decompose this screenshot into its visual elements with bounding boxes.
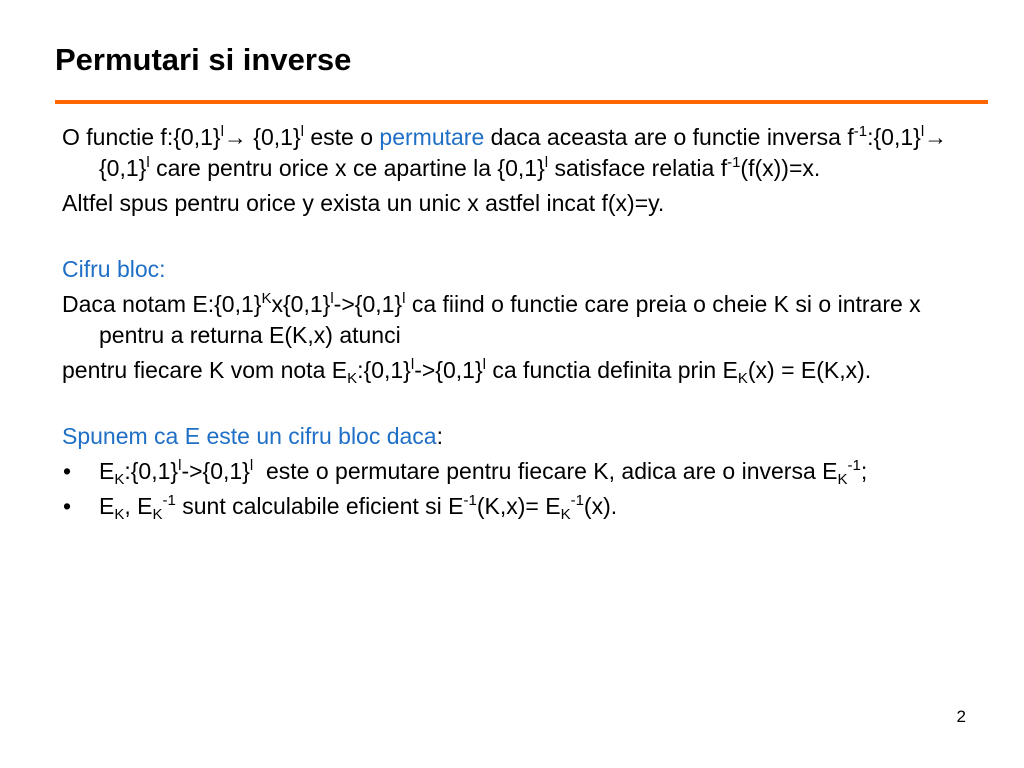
subscript: K (737, 370, 748, 387)
superscript: l (178, 457, 182, 474)
subscript: K (560, 506, 571, 523)
superscript: l (220, 123, 224, 140)
superscript: -1 (727, 154, 741, 171)
text-run: :{0,1} (357, 357, 411, 383)
text-run: : (436, 423, 443, 449)
text-run: este o (303, 124, 380, 150)
superscript: l (920, 123, 925, 140)
superscript: -1 (463, 492, 477, 509)
superscript: l (482, 356, 486, 373)
permutare-highlight: permutare (379, 124, 485, 150)
text-run: (f(x))=x. (740, 155, 821, 181)
subscript: K (114, 506, 125, 523)
text-run: ->{0,1} (333, 291, 403, 317)
text-run: E (99, 493, 115, 519)
superscript: -1 (853, 123, 868, 140)
list-item (62, 491, 974, 522)
text-run: ->{0,1} (414, 357, 483, 383)
text-run: (x). (583, 493, 618, 519)
text-run: :{0,1} (867, 124, 921, 150)
text-run: x{0,1} (271, 291, 331, 317)
permutation-definition-paragraph (62, 122, 974, 184)
subscript: K (114, 471, 125, 488)
bullet-icon: • (63, 458, 72, 484)
daca-notam-paragraph (62, 289, 974, 351)
text-run: ca fiind o functie care preia o cheie K si o intrare x pentru a returna E(K,x) atunci (99, 291, 921, 348)
text-run: ca functia definita prin E (485, 357, 738, 383)
slide-title: Permutari si inverse (55, 42, 352, 77)
text-run: , E (124, 493, 153, 519)
subscript: K (347, 370, 358, 387)
spunem-heading (62, 421, 974, 452)
text-run: sunt calculabile eficient si E (175, 493, 464, 519)
text-run: (x) = E(K,x). (747, 357, 872, 383)
spacer (62, 223, 974, 254)
slide-body (62, 122, 974, 526)
superscript: l (146, 154, 150, 171)
superscript: l (300, 123, 304, 140)
text-run: satisface relatia f (548, 155, 728, 181)
text-run: care pentru orice x ce apartine la {0,1} (149, 155, 545, 181)
pentru-fiecare-paragraph (62, 355, 974, 386)
superscript: l (330, 290, 334, 307)
text-run: pentru fiecare K vom nota E (62, 357, 348, 383)
list-item (62, 456, 974, 487)
subscript: K (837, 471, 848, 488)
cifru-bloc-heading: Cifru bloc: (62, 256, 166, 282)
superscript: l (249, 457, 254, 474)
spunem-heading-blue: Spunem ca E este un cifru bloc daca (62, 423, 437, 449)
subscript: K (152, 506, 163, 523)
superscript: l (402, 290, 406, 307)
page-number: 2 (956, 707, 966, 726)
superscript: -1 (847, 457, 861, 474)
superscript: l (544, 154, 549, 171)
text-run: daca aceasta are o functie inversa f (484, 124, 854, 150)
text-run: → {0,1} (99, 124, 948, 181)
text-run: :{0,1} (124, 458, 179, 484)
superscript: l (410, 356, 415, 373)
text-run: O functie f:{0,1} (62, 124, 221, 150)
superscript: -1 (162, 492, 176, 509)
text-run: Daca notam E:{0,1} (62, 291, 262, 317)
text-run: ; (860, 458, 868, 484)
spacer (62, 390, 974, 421)
text-run: → {0,1} (223, 124, 301, 150)
superscript: -1 (570, 492, 584, 509)
text-run: E (99, 458, 115, 484)
bullet-icon: • (63, 493, 72, 519)
text-run: ->{0,1} (181, 458, 250, 484)
altfel-spus-paragraph: Altfel spus pentru orice y exista un unic x astfel incat f(x)=y. (62, 190, 665, 216)
text-run: este o permutare pentru fiecare K, adica are o inversa E (253, 458, 838, 484)
title-underline-rule (55, 100, 988, 104)
superscript: K (261, 290, 272, 307)
text-run: (K,x)= E (476, 493, 561, 519)
